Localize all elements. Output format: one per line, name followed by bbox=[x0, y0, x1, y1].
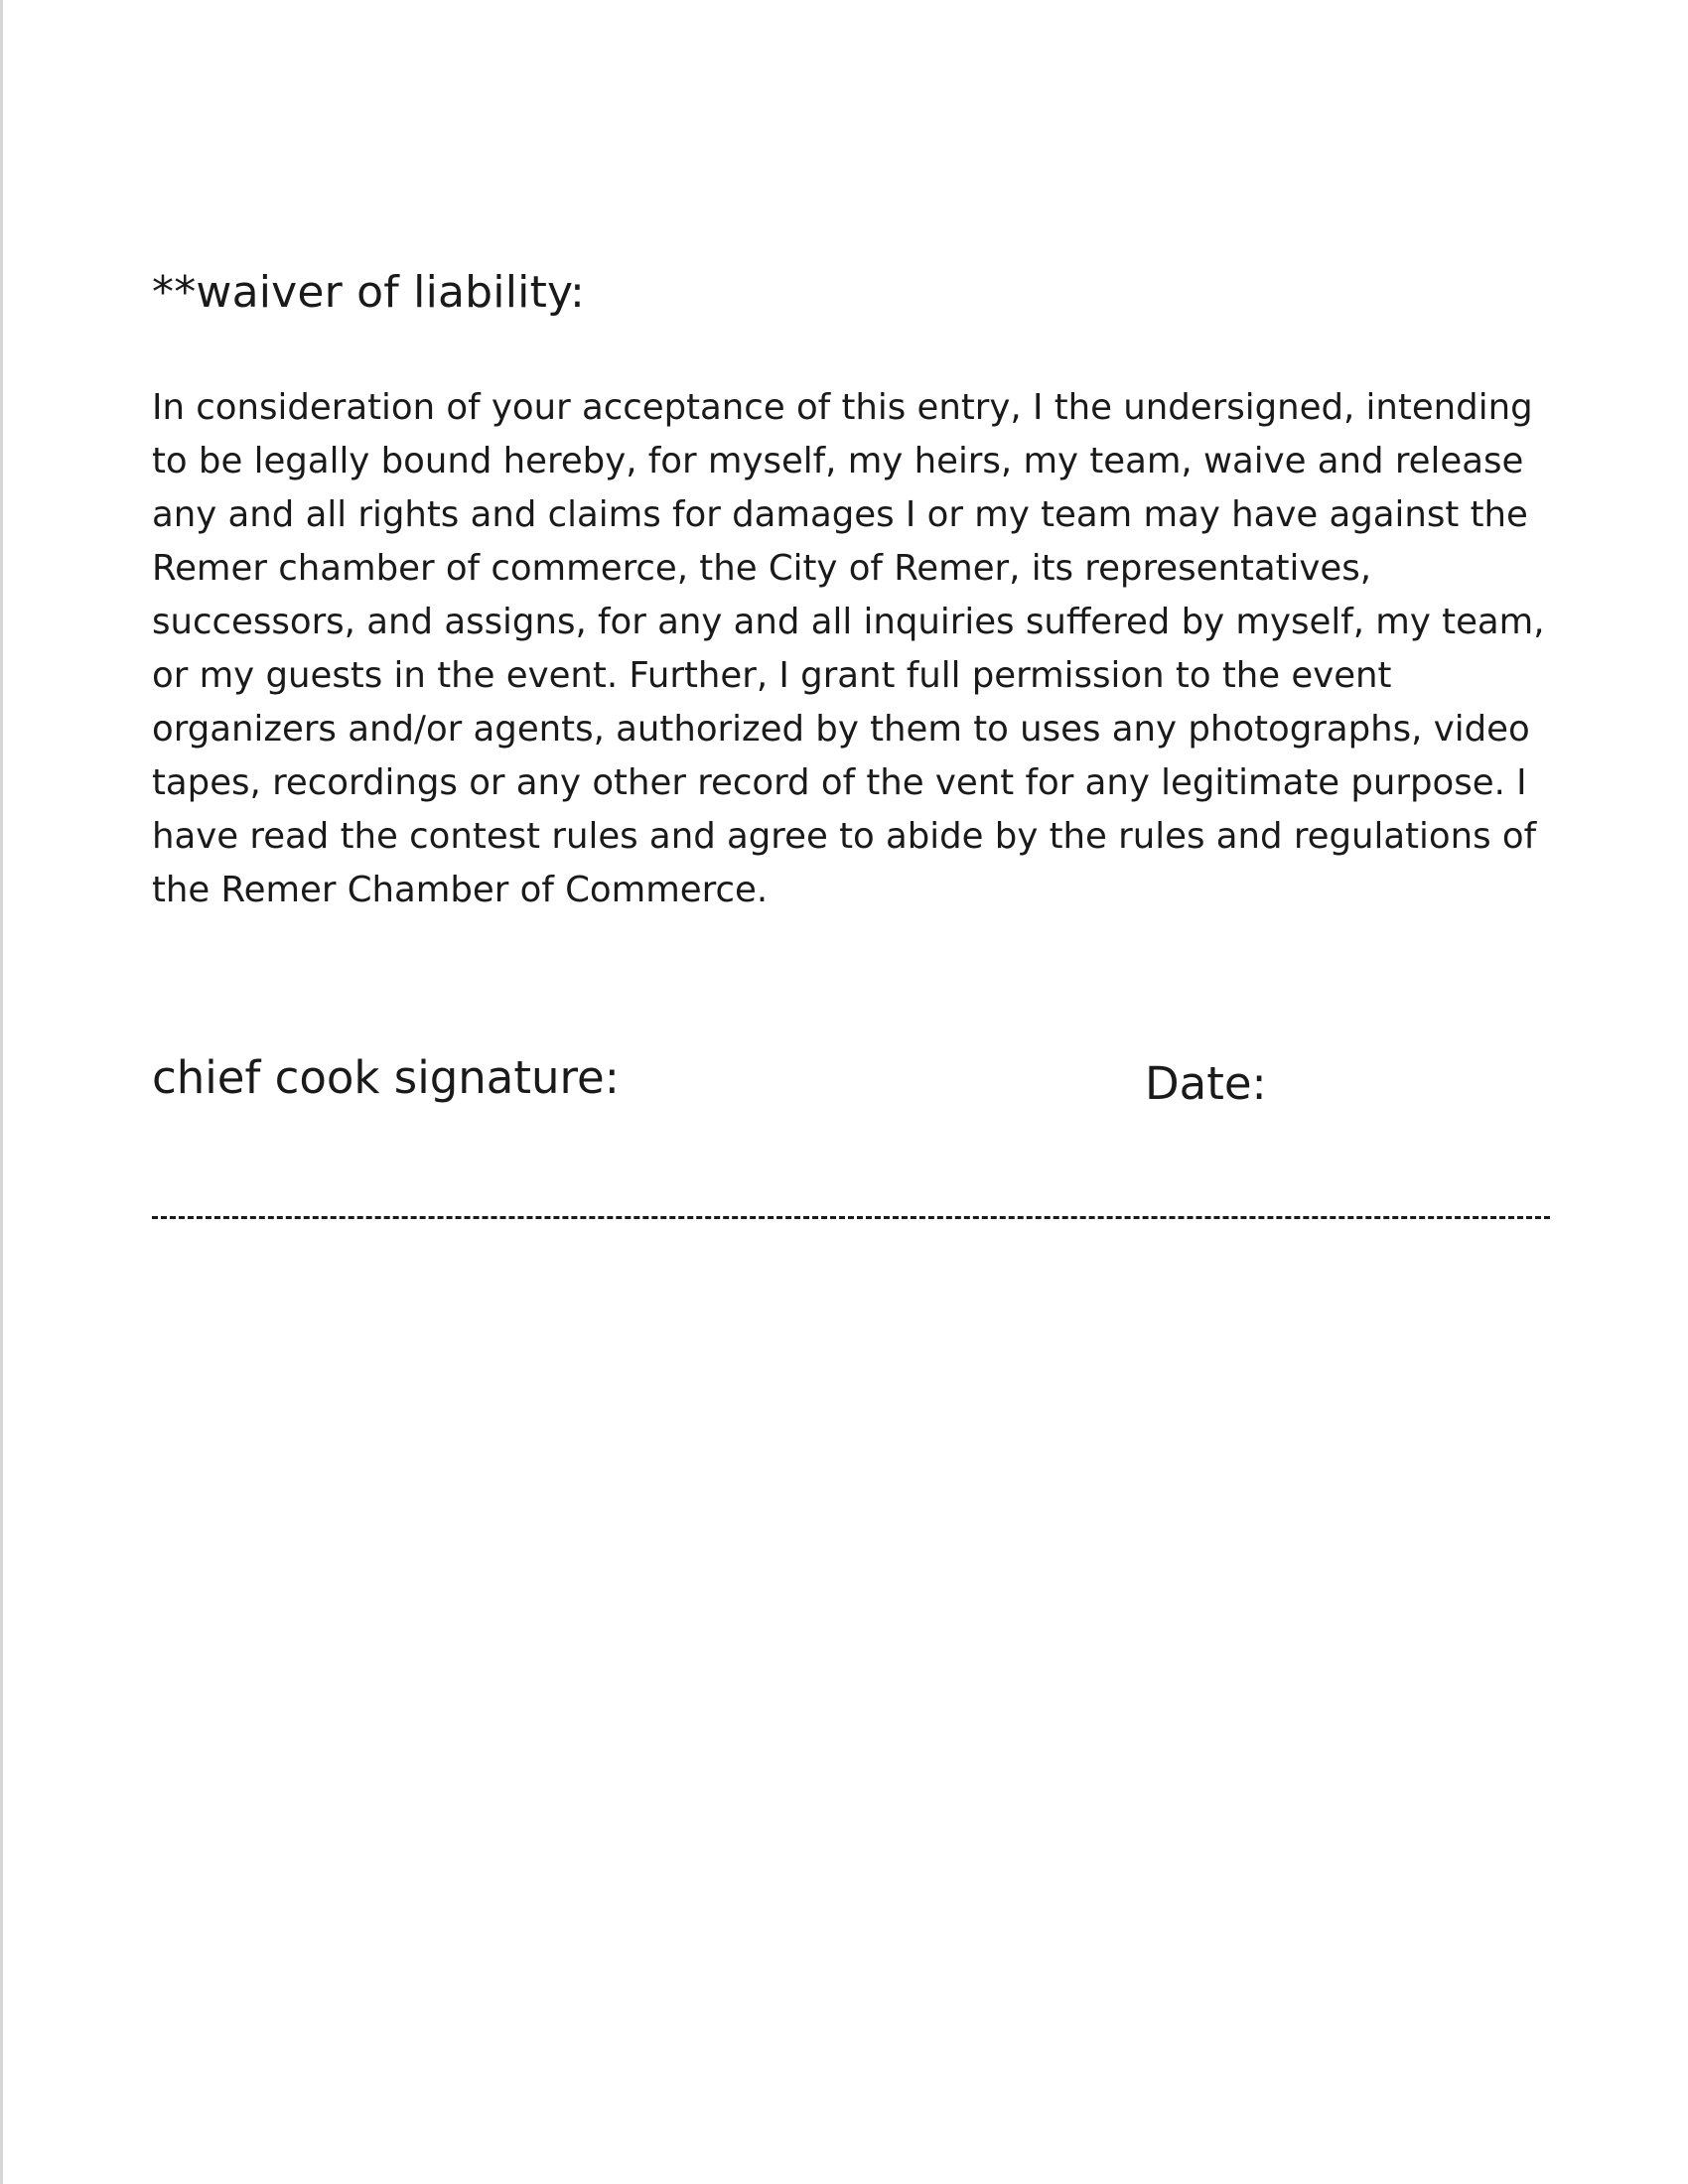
waiver-body bbox=[152, 381, 1562, 917]
waiver-body-line: tapes, recordings or any other record of the vent for any legitimate purpose. I bbox=[152, 762, 1527, 803]
date-label: Date: bbox=[1145, 1057, 1267, 1110]
scan-edge bbox=[0, 0, 3, 2184]
waiver-body-line: have read the contest rules and agree to abide by the rules and regulations of bbox=[152, 816, 1537, 857]
waiver-body-line: any and all rights and claims for damages I or my team may have against the bbox=[152, 494, 1528, 535]
signature-label: chief cook signature: bbox=[152, 1051, 620, 1104]
waiver-body-line: In consideration of your acceptance of this entry, I the undersigned, intending bbox=[152, 387, 1533, 428]
waiver-body-line: to be legally bound hereby, for myself, my heirs, my team, waive and release bbox=[152, 441, 1524, 481]
waiver-body-line: the Remer Chamber of Commerce. bbox=[152, 870, 769, 910]
waiver-body-line: successors, and assigns, for any and all inquiries suffered by myself, my team, bbox=[152, 602, 1545, 642]
waiver-heading: **waiver of liability: bbox=[152, 267, 586, 318]
waiver-body-line: Remer chamber of commerce, the City of Remer, its representatives, bbox=[152, 548, 1372, 589]
waiver-body-line: or my guests in the event. Further, I grant full permission to the event bbox=[152, 655, 1392, 696]
signature-dashed-line bbox=[152, 1216, 1550, 1219]
waiver-body-line: organizers and/or agents, authorized by them to uses any photographs, video bbox=[152, 709, 1530, 750]
